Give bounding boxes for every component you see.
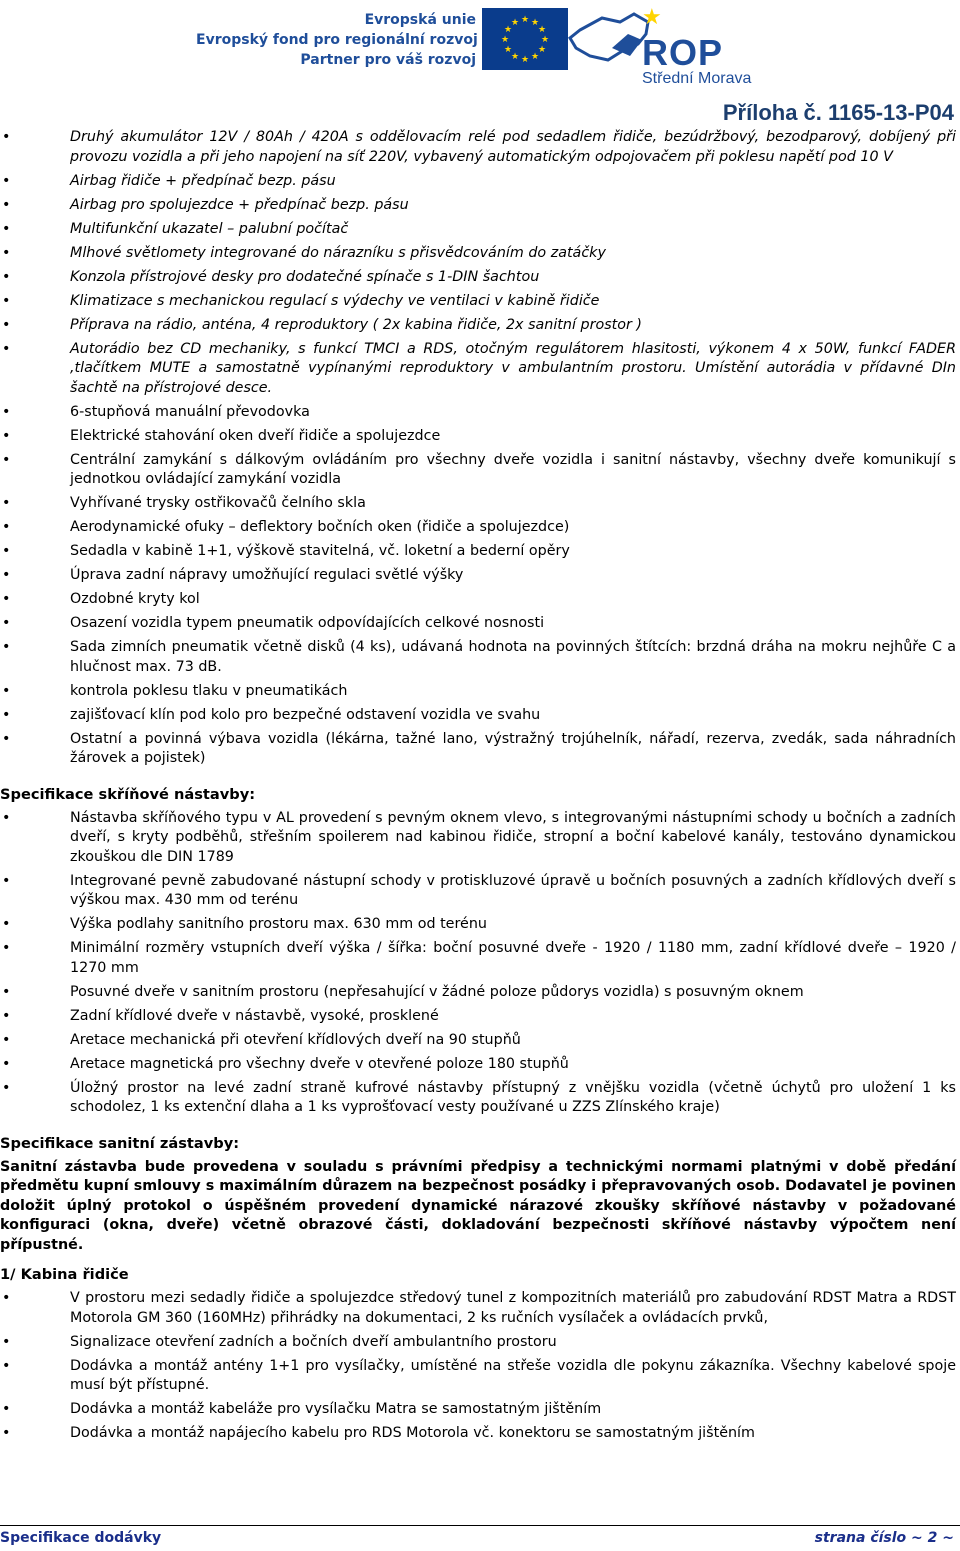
list-item — [0, 915, 956, 935]
bullet-icon: • — [2, 1333, 11, 1350]
svg-text:★: ★ — [503, 25, 513, 35]
rop-title: ROP — [642, 32, 724, 73]
rop-subtitle: Střední Morava — [642, 70, 752, 87]
list-item — [0, 340, 956, 399]
list-item-text: V prostoru mezi sedadly řidiče a spolujezdce středový tunel z kompozitních materiálů pro zabudování RDST Matra a RDST Motorola GM 360 (160MHz) přihrádky na dokumentaci, 2 ks ručních vysílaček a ovládacích prvků, — [70, 1290, 956, 1326]
bullet-icon: • — [2, 268, 11, 285]
list-item-text: Mlhové světlomety integrované do nárazníku s přisvědcováním do zatáčky — [70, 244, 606, 261]
bullet-icon: • — [2, 567, 11, 583]
list-item — [0, 220, 956, 240]
svg-text:★: ★ — [510, 18, 520, 28]
list-item-text: Konzola přístrojové desky pro dodatečné spínače s 1-DIN šachtou — [70, 268, 540, 285]
list-item-text: Elektrické stahování oken dveří řidiče a spolujezdce — [70, 427, 441, 444]
svg-text:★: ★ — [530, 52, 540, 62]
list-item — [0, 1357, 956, 1396]
page-header — [0, 0, 960, 125]
bullet-icon: • — [2, 340, 11, 357]
eu-line-2: Evropský fond pro regionální rozvoj — [196, 32, 478, 48]
list-item-text: Ozdobné kryty kol — [70, 591, 200, 607]
list-item-text: Úložný prostor na levé zadní straně kufrové nástavby přístupný z vnějšku vozidla (včetně úchytů pro uložení 1 ks schodolez, 1 ks extenční dlaha a 1 ks vyprošťovací vesty používané u ZZS Zlínského kraje) — [70, 1079, 956, 1115]
list-item-text: Sedadla v kabině 1+1, výškově stavitelná, vč. loketní a bederní opěry — [70, 543, 570, 559]
box-body-list — [0, 809, 956, 1118]
list-item — [0, 730, 956, 769]
bullet-icon: • — [2, 706, 11, 723]
list-item-text: Vyhřívané trysky ostřikovačů čelního skla — [70, 495, 366, 511]
bullet-icon: • — [2, 591, 11, 607]
list-item — [0, 292, 956, 312]
page-number: strana číslo ~ 2 ~ — [814, 1530, 954, 1546]
list-item-text: Aretace magnetická pro všechny dveře v otevřené poloze 180 stupňů — [70, 1055, 569, 1072]
list-item-text: Autorádio bez CD mechaniky, s funkcí TMCI a RDS, otočným regulátorem hlasitosti, výkonem 4 x 50W, funkcí FADER ,tlačítkem MUTE a samostatně vypínanými reproduktory v ambulantním prostoru. Umístění autorádia v přídavné DIn šachtě na přístrojové desce. — [70, 340, 956, 396]
list-item — [0, 872, 956, 911]
list-item — [0, 706, 956, 726]
bullet-icon: • — [2, 495, 11, 511]
list-item — [0, 268, 956, 288]
list-item — [0, 1007, 956, 1027]
list-item — [0, 518, 956, 538]
bullet-icon: • — [2, 1031, 11, 1048]
annex-number: Příloha č. 1165-13-P04 — [722, 100, 954, 125]
list-item-text: Osazení vozidla typem pneumatik odpovídajících celkové nosnosti — [70, 615, 545, 631]
list-item — [0, 1333, 956, 1353]
svg-text:★: ★ — [503, 45, 513, 55]
svg-text:★: ★ — [520, 15, 530, 25]
list-item-text: Aerodynamické ofuky – deflektory bočních oken (řidiče a spolujezdce) — [70, 519, 570, 535]
bullet-icon: • — [2, 519, 11, 535]
svg-text:★: ★ — [537, 25, 547, 35]
svg-text:★: ★ — [537, 45, 547, 55]
eu-line-1: Evropská unie — [364, 12, 476, 28]
list-item — [0, 494, 956, 514]
bullet-icon: • — [2, 220, 11, 237]
list-item — [0, 1289, 956, 1328]
list-item — [0, 809, 956, 868]
bullet-icon: • — [2, 316, 11, 333]
bullet-icon: • — [2, 730, 11, 747]
list-item-text: Ostatní a povinná výbava vozidla (lékárna, tažné lano, výstražný trojúhelník, nářadí, rezerva, zvedák, sada náhradních žárovek a pojistek) — [70, 730, 956, 766]
list-item — [0, 682, 956, 702]
list-item-text: kontrola poklesu tlaku v pneumatikách — [70, 682, 348, 699]
section-title-sanitary: Specifikace sanitní zástavby: — [0, 1134, 240, 1152]
list-item-text: Dodávka a montáž kabeláže pro vysílačku Matra se samostatným jištěním — [70, 1401, 602, 1417]
list-item — [0, 590, 956, 610]
equipment-list — [0, 128, 956, 769]
bullet-icon: • — [2, 244, 11, 261]
list-item — [0, 451, 956, 490]
list-item-text: Sada zimních pneumatik včetně disků (4 ks), udávaná hodnota na povinných štítcích: brzdná dráha na mokru nejhůře C a hlučnost max. 73 dB. — [70, 639, 956, 675]
bullet-icon: • — [2, 615, 11, 631]
svg-text:★: ★ — [642, 5, 662, 30]
list-item — [0, 1424, 956, 1444]
bullet-icon: • — [2, 872, 11, 889]
list-item — [0, 403, 956, 423]
list-item — [0, 1055, 956, 1075]
list-item-text: Zadní křídlové dveře v nástavbě, vysoké, prosklené — [70, 1007, 439, 1024]
bullet-icon: • — [2, 639, 11, 655]
cabin-list — [0, 1289, 956, 1444]
list-item-text: Dodávka a montáž napájecího kabelu pro RDS Motorola vč. konektoru se samostatným jištěním — [70, 1425, 755, 1441]
list-item — [0, 128, 956, 167]
list-item — [0, 614, 956, 634]
list-item — [0, 316, 956, 336]
svg-text:★: ★ — [530, 18, 540, 28]
bullet-icon: • — [2, 1007, 11, 1024]
eu-line-3: Partner pro váš rozvoj — [300, 52, 476, 68]
list-item-text: Posuvné dveře v sanitním prostoru (nepřesahující v žádné poloze půdorys vozidla) s posuvným oknem — [70, 983, 804, 1000]
bullet-icon: • — [2, 1357, 11, 1374]
list-item-text: Signalizace otevření zadních a bočních dveří ambulantního prostoru — [70, 1333, 557, 1350]
list-item — [0, 566, 956, 586]
list-item-text: Aretace mechanická při otevření křídlových dveří na 90 stupňů — [70, 1031, 521, 1048]
bullet-icon: • — [2, 983, 11, 1000]
bullet-icon: • — [2, 543, 11, 559]
list-item — [0, 196, 956, 216]
list-item-text: Centrální zamykání s dálkovým ovládáním pro všechny dveře vozidla i sanitní nástavby, všechny dveře komunikují s jednotkou ovládající zamykání vozidla — [70, 451, 956, 487]
list-item-text: Příprava na rádio, anténa, 4 reproduktory ( 2x kabina řidiče, 2x sanitní prostor ) — [70, 316, 642, 333]
list-item — [0, 939, 956, 978]
list-item — [0, 638, 956, 677]
eu-logo-text — [196, 10, 476, 70]
list-item — [0, 983, 956, 1003]
svg-text:★: ★ — [520, 55, 530, 65]
document-body — [0, 128, 956, 1448]
svg-text:★: ★ — [510, 52, 520, 62]
section-title-box-body: Specifikace skříňové nástavby: — [0, 785, 256, 803]
list-item — [0, 1031, 956, 1051]
list-item-text: Airbag řidiče + předpínač bezp. pásu — [70, 172, 336, 189]
bullet-icon: • — [2, 172, 11, 189]
section-title-cabin: 1/ Kabina řidiče — [0, 1266, 129, 1283]
bullet-icon: • — [2, 1055, 11, 1072]
list-item — [0, 542, 956, 562]
bullet-icon: • — [2, 129, 11, 145]
bullet-icon: • — [2, 1425, 11, 1441]
svg-text:★: ★ — [500, 35, 510, 45]
list-item-text: Úprava zadní nápravy umožňující regulaci světlé výšky — [70, 567, 464, 583]
list-item-text: Dodávka a montáž antény 1+1 pro vysílačky, umístěné na střeše vozidla dle pokynu zákazníka. Všechny kabelové spoje musí být přístupné. — [70, 1357, 956, 1393]
list-item — [0, 1079, 956, 1118]
bullet-icon: • — [2, 1290, 11, 1306]
sanitary-paragraph: Sanitní zástavba bude provedena v souladu s právními předpisy a technickými normami platnými v době předání předmětu kupní smlouvy s maximálním důrazem na bezpečnost posádky i přepravovaných osob. Dodavatel je povinen doložit úplný protokol o úspěšném provedení dynamické nárazové zkoušky skříňové nástavby v požadované konfiguraci (okna, dveře) včetně obrazové části, dokladování bezpečnosti skříňové nástavby výpočtem není přípustné. — [0, 1158, 956, 1253]
bullet-icon: • — [2, 809, 11, 826]
list-item-text: zajišťovací klín pod kolo pro bezpečné odstavení vozidla ve svahu — [70, 706, 541, 723]
bullet-icon: • — [2, 403, 11, 420]
footer-title: Specifikace dodávky — [0, 1530, 162, 1546]
list-item — [0, 244, 956, 264]
bullet-icon: • — [2, 451, 11, 468]
list-item — [0, 172, 956, 192]
bullet-icon: • — [2, 1079, 11, 1096]
list-item-text: Nástavba skříňového typu v AL provedení s pevným oknem vlevo, s integrovanými nástupními schody u bočních a zadních dveří, s kryty podběhů, střešním spoilerem nad kabinou řidiče, stropní a boční kabelové kanály, testováno dynamickou zkouškou dle DIN 1789 — [70, 809, 956, 865]
list-item-text: Výška podlahy sanitního prostoru max. 630 mm od terénu — [70, 916, 487, 932]
list-item-text: Klimatizace s mechanickou regulací s výdechy ve ventilaci v kabině řidiče — [70, 292, 600, 309]
svg-text:★: ★ — [540, 35, 550, 45]
list-item-text: Multifunkční ukazatel – palubní počítač — [70, 220, 349, 237]
list-item-text: Druhý akumulátor 12V / 80Ah / 420A s oddělovacím relé pod sedadlem řidiče, bezúdržbový, bezodparový, dobíjený při provozu vozidla a při jeho napojení na síť 220V, vybavený automatickým odpojovačem při poklesu napětí pod 10 V — [70, 129, 956, 165]
bullet-icon: • — [2, 1401, 11, 1417]
list-item — [0, 1400, 956, 1420]
list-item — [0, 427, 956, 447]
bullet-icon: • — [2, 196, 11, 213]
list-item-text: Integrované pevně zabudované nástupní schody v protiskluzové úpravě u bočních posuvných a zadních křídlových dveří s výškou max. 430 mm od terénu — [70, 872, 956, 908]
footer-divider — [0, 1525, 960, 1526]
bullet-icon: • — [2, 916, 11, 932]
list-item-text: Minimální rozměry vstupních dveří výška / šířka: boční posuvné dveře - 1920 / 1180 mm, zadní křídlové dveře – 1920 / 1270 mm — [70, 940, 956, 976]
bullet-icon: • — [2, 940, 11, 956]
list-item-text: Airbag pro spolujezdce + předpínač bezp. pásu — [70, 196, 409, 213]
bullet-icon: • — [2, 682, 11, 699]
bullet-icon: • — [2, 427, 11, 444]
list-item-text: 6-stupňová manuální převodovka — [70, 403, 310, 420]
bullet-icon: • — [2, 292, 11, 309]
